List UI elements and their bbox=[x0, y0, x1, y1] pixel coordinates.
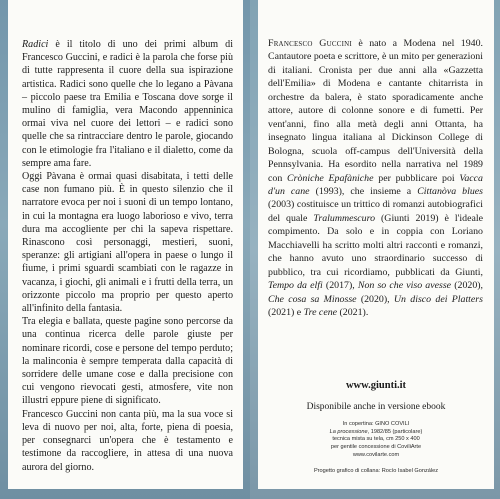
left-flap bbox=[8, 0, 243, 489]
artwork-technique: tecnica mista su tela, cm 250 x 400 bbox=[332, 436, 420, 443]
ebook-availability: Disponibile anche in versione ebook bbox=[306, 402, 446, 412]
book-title: Tempo da elfi bbox=[268, 280, 323, 292]
book-title: Tre cene bbox=[303, 307, 338, 319]
artwork-date: , 1982/85 (particolare) bbox=[367, 428, 423, 435]
intro-text: è il titolo di uno dei primi album di Francesco Guccini, e radici è la parola che forse più di tutte rappresenta il cuore della sua ispirazione artistica. Radici sono quelle che lo legano a Pàvana – piccolo paese tra Emilia e Toscana dove sorge il mulino di famiglia, vera Macondo appenninica ormai viva nel cuore dei lettori – e radici sono quelle che sa rintracciare dentro le parole, giocando con le etimologie fra l'italiano e il dialetto, come da sempre ama fare. bbox=[22, 39, 233, 169]
closing-paragraph: Francesco Guccini non canta più, ma la sua voce si leva di nuovo per noi, alta, forte, piena di poesia, per consegnarci un'opera che è testamento e testimone da raccogliere, in attesa di una nuova aurora del giorno. bbox=[22, 408, 233, 473]
pavana-paragraph: Oggi Pàvana è ormai quasi disabitata, i tetti delle case non fumano più. È in questo silenzio che il narratore evoca per noi i suoni di un tempo lontano, in cui la montagna era luogo laborioso e vivo, terra dura ma accogliente per chi la sapeva rispettare. Rinascono così personaggi, mestieri, suoni, speranze: gli artigiani all'opera in paese o lungo il fiume, i primi sguardi scambiati con le ragazze in vacanza, i giochi, gli animali e i frutti della terra, un orizzonte piccolo ma proprio per questo aperto all'infinito della fantasia. bbox=[22, 171, 233, 315]
album-title: Radici bbox=[22, 39, 49, 50]
artwork-website: www.covilarte.com bbox=[352, 451, 400, 458]
book-title: Che cosa sa Minosse bbox=[268, 293, 357, 305]
artwork-permission: per gentile concessione di CoviliArte bbox=[330, 444, 422, 451]
publisher-website: www.giunti.it bbox=[345, 380, 407, 391]
book-title: Non so che viso avesse bbox=[357, 280, 452, 292]
author-name: Francesco Guccini bbox=[268, 38, 352, 49]
elegy-paragraph: Tra elegia e ballata, queste pagine sono percorse da una continua ricerca delle parole giuste per nominare ricordi, cose e persone del tempo perduto; la malinconia è sempre temperata dalla capacità di sorridere delle umane cose e dalla precisione con cui vengono rievocati gesti, atmosfere, vite non illustri eppure piene di significato. bbox=[22, 316, 233, 407]
artwork-title: La processione bbox=[329, 428, 368, 435]
cover-credits bbox=[258, 421, 494, 460]
right-flap bbox=[258, 0, 494, 489]
book-title: Un disco dei Platters bbox=[393, 293, 483, 305]
book-title: Cittanòva blues bbox=[417, 185, 483, 197]
book-title: Vacca d'un cane bbox=[268, 172, 483, 197]
graphic-design-credit: Progetto grafico di collana: Rocío Isabel González bbox=[313, 468, 439, 474]
book-title: Cròniche Epafàniche bbox=[287, 172, 374, 184]
cover-artist-line: In copertina: GINO COVILI bbox=[342, 421, 410, 427]
artwork-line bbox=[258, 429, 494, 437]
book-title: Tralummescuro bbox=[313, 212, 376, 224]
intro-paragraph bbox=[22, 38, 233, 170]
author-bio: Francesco Guccini è nato a Modena nel 1940. Cantautore poeta e scrittore, è un mito per generazioni di italiani. Cronista per due anni alla «Gazzetta dell'Emilia» di Modena e cantante chitarrista in orchestre da balera, è stato sporadicamente anche attore, autore di colonne sonore e di fumetti. Per vent'anni, fino alla metà degli anni Ottanta, ha insegnato lingua italiana al Dickinson College di Bologna, scuola off-campus dell'Università della Pennsylvania. Ha esordito nella narrativa nel 1989 con Cròniche Epafàniche per pubblicare poi Vacca d'un cane (1993), che insieme a Cittanòva blues (2003) costituisce un trittico di romanzi autobiografici del quale Tralummescuro (Giunti 2019) è l'ideale compimento. Da solo e in coppia con Loriano Macchiavelli ha scritto molti altri racconti e romanzi, che hanno avuto uno straordinario successo di pubblico, tra cui ricordiamo, pubblicati da Giunti, Tempo da elfi (2017), Non so che viso avesse (2020), Che cosa sa Minosse (2020), Un disco dei Platters (2021) e Tre cene (2021). bbox=[268, 38, 484, 319]
